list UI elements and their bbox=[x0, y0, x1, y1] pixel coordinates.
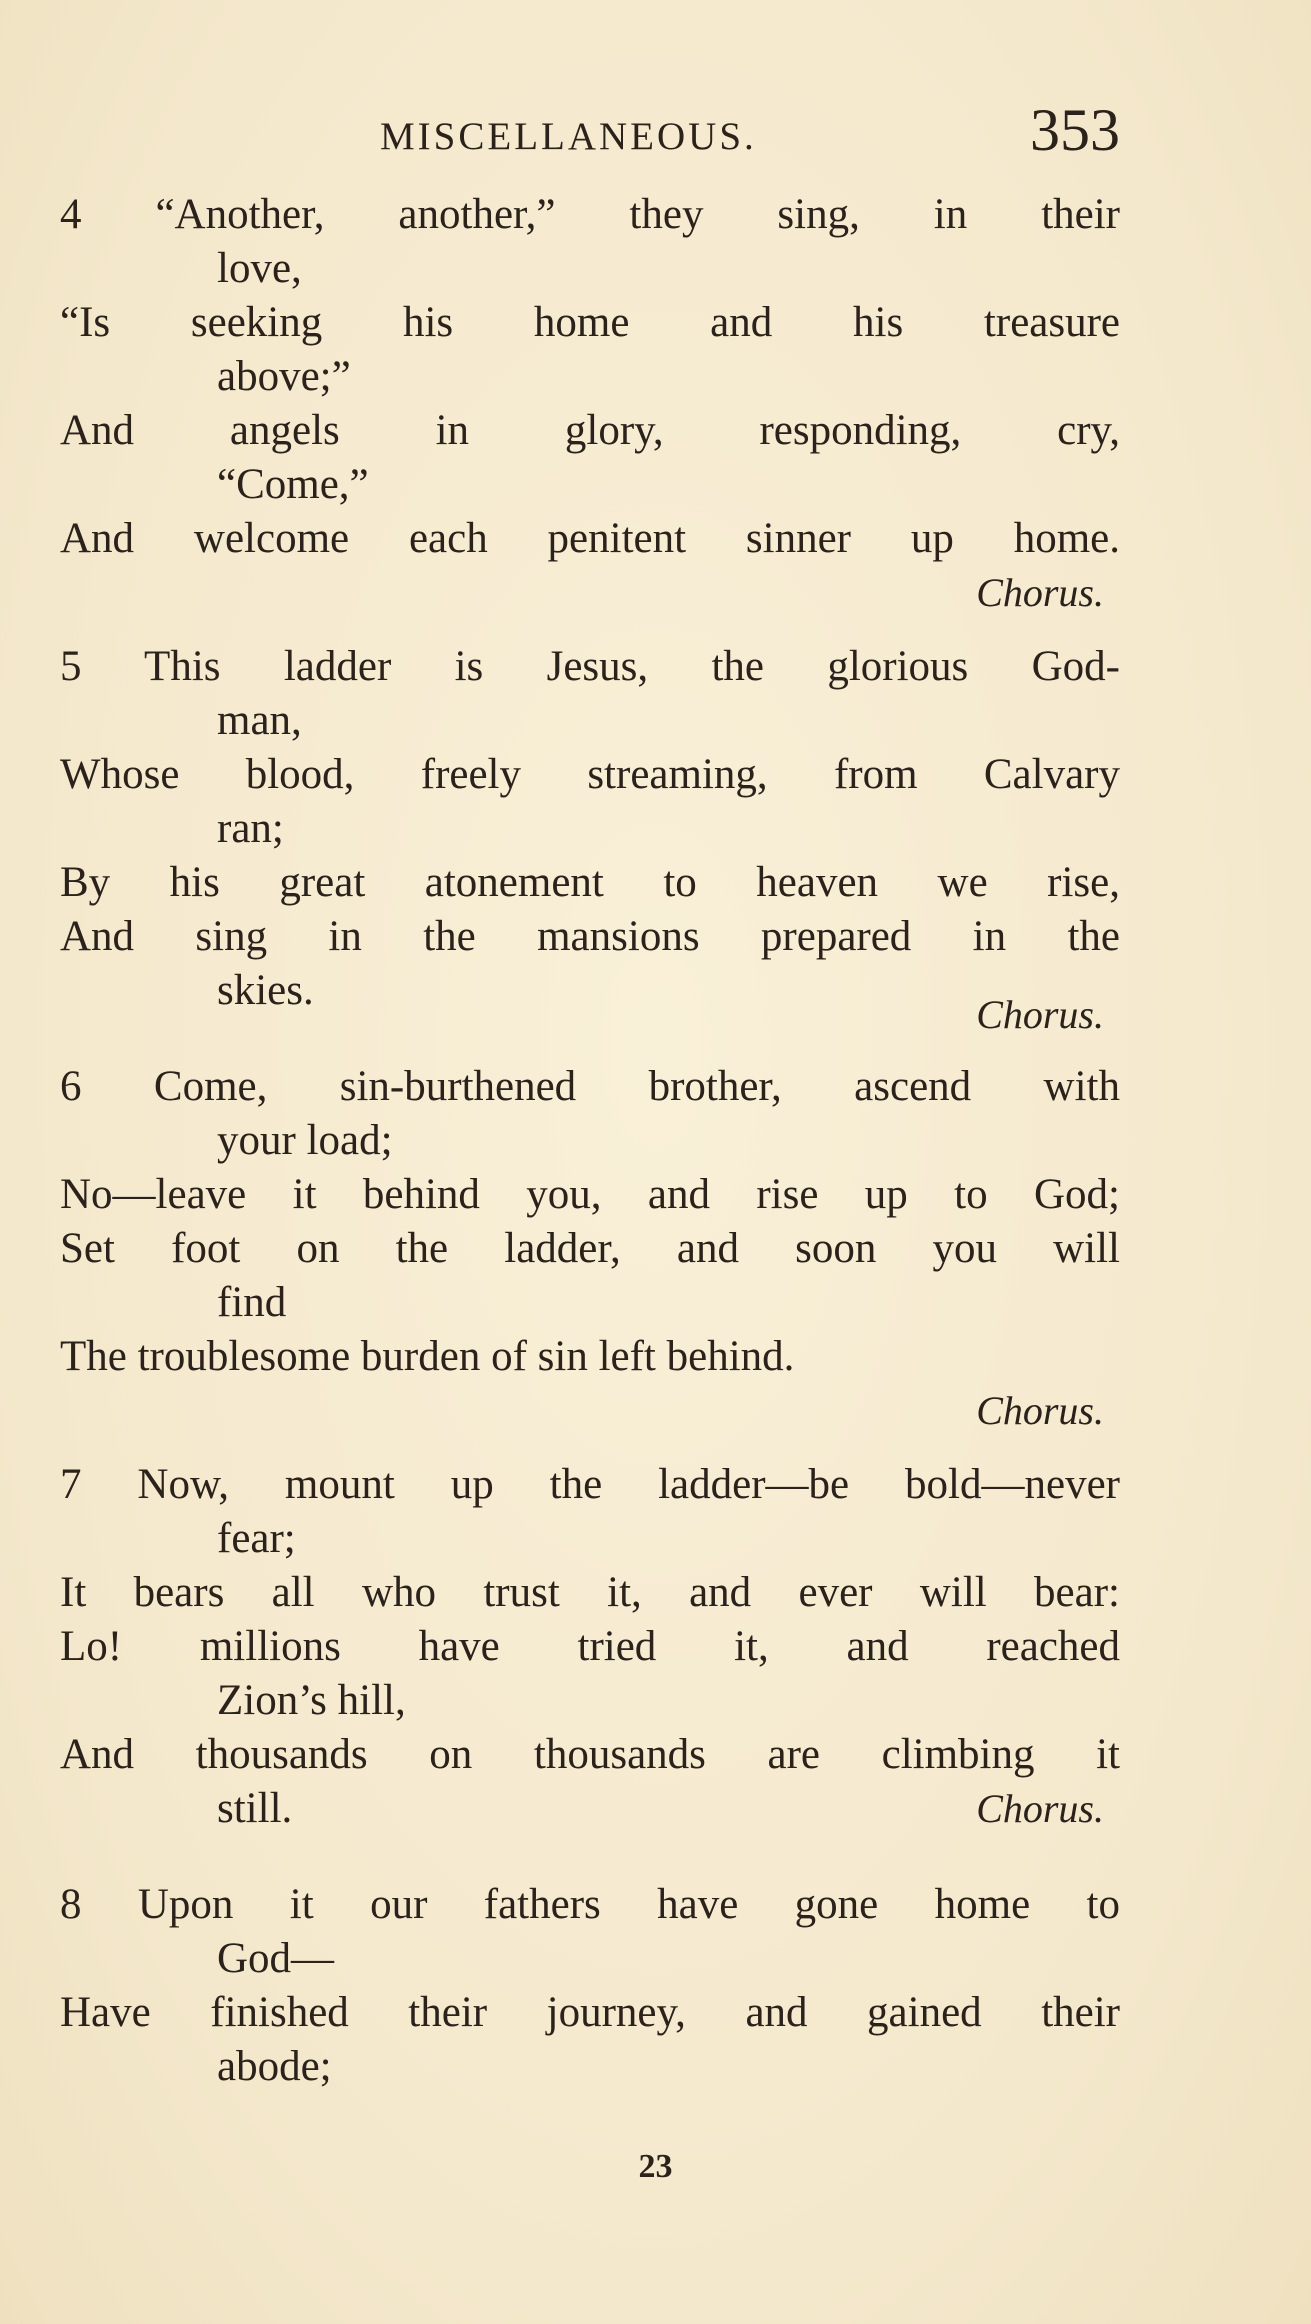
stanza-line: still. bbox=[217, 1785, 293, 1832]
stanza-line: 5 This ladder is Jesus, the glorious God- bbox=[60, 643, 1120, 690]
chorus-marker: Chorus. bbox=[976, 1388, 1104, 1433]
stanza-7 bbox=[60, 1458, 1120, 1836]
stanza-line: “Is seeking his home and his treasure bbox=[60, 299, 1120, 346]
stanza-line: God— bbox=[217, 1935, 335, 1982]
stanza-line: above;” bbox=[217, 353, 351, 400]
stanza-line: And welcome each penitent sinner up home. bbox=[60, 515, 1120, 562]
stanza-line: find bbox=[217, 1279, 287, 1326]
stanza-line: skies. bbox=[217, 967, 314, 1014]
stanza-line: “Come,” bbox=[217, 461, 369, 508]
stanza-line: Whose blood, freely streaming, from Calvary bbox=[60, 751, 1120, 798]
chorus-marker: Chorus. bbox=[976, 570, 1104, 615]
stanza-line: And angels in glory, responding, cry, bbox=[60, 407, 1120, 454]
stanza-6 bbox=[60, 1060, 1120, 1438]
stanza-line: fear; bbox=[217, 1515, 296, 1562]
page-number: 353 bbox=[1030, 97, 1120, 163]
stanza-line: By his great atonement to heaven we rise, bbox=[60, 859, 1120, 906]
stanza-line: abode; bbox=[217, 2043, 332, 2090]
stanza-line: The troublesome burden of sin left behind. bbox=[60, 1333, 795, 1380]
stanza-line: 7 Now, mount up the ladder—be bold—never bbox=[60, 1461, 1120, 1508]
stanza-line: No—leave it behind you, and rise up to God; bbox=[60, 1171, 1120, 1218]
stanza-line-with-chorus bbox=[60, 1782, 1120, 1836]
stanza-line: 4 “Another, another,” they sing, in their bbox=[60, 191, 1120, 238]
stanza-line: Set foot on the ladder, and soon you will bbox=[60, 1225, 1120, 1272]
hymn-text bbox=[60, 188, 1120, 2094]
stanza-line: Zion’s hill, bbox=[217, 1677, 406, 1724]
stanza-line: Lo! millions have tried it, and reached bbox=[60, 1623, 1120, 1670]
stanza-line: And sing in the mansions prepared in the bbox=[60, 913, 1120, 960]
stanza-line: ran; bbox=[217, 805, 284, 852]
chorus-marker: Chorus. bbox=[976, 992, 1104, 1037]
stanza-line: 6 Come, sin-burthened brother, ascend with bbox=[60, 1063, 1120, 1110]
stanza-8 bbox=[60, 1878, 1120, 2094]
stanza-line: your load; bbox=[217, 1117, 393, 1164]
stanza-line-with-chorus bbox=[60, 964, 1120, 1037]
page-header bbox=[380, 96, 1120, 166]
chorus-marker: Chorus. bbox=[976, 1786, 1104, 1831]
stanza-line: 8 Upon it our fathers have gone home to bbox=[60, 1881, 1120, 1928]
running-head: MISCELLANEOUS. bbox=[380, 115, 757, 158]
stanza-line: It bears all who trust it, and ever will bear: bbox=[60, 1569, 1120, 1616]
stanza-line: love, bbox=[217, 245, 302, 292]
stanza-4 bbox=[60, 188, 1120, 620]
stanza-line: man, bbox=[217, 697, 302, 744]
stanza-line: Have finished their journey, and gained their bbox=[60, 1989, 1120, 2036]
stanza-line: And thousands on thousands are climbing it bbox=[60, 1731, 1120, 1778]
signature-mark: 23 bbox=[638, 2148, 673, 2185]
stanza-5 bbox=[60, 640, 1120, 1037]
